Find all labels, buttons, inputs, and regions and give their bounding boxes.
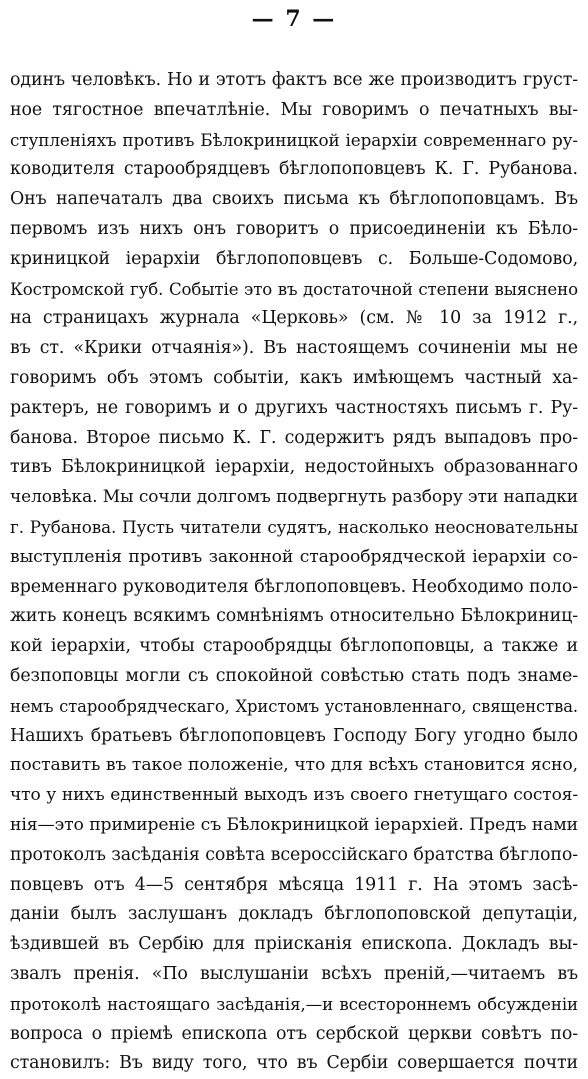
body-text	[10, 66, 578, 1079]
text-line: на страницахъ журнала «Церковь» (см. № 10 за 1912 г.,	[10, 308, 578, 329]
text-line: кой іерархіи, чтобы старообрядцы бѣглопоповцы, а также и	[10, 636, 578, 657]
text-line: рактеръ, не говоримъ и о другихъ частностяхъ письмъ г. Ру-	[10, 397, 578, 418]
text-line: Онъ напечаталъ два своихъ письма къ бѣглопоповцамъ. Въ	[10, 189, 578, 210]
text-line: повцевъ отъ 4—5 сентября мѣсяца 1911 г. На этомъ засѣ-	[10, 874, 578, 895]
text-line: криницкой іерархіи бѣглопоповцевъ с. Больше-Содомово,	[10, 248, 578, 269]
text-line: говоримъ объ этомъ событіи, какъ имѣющемъ частный ха-	[10, 367, 578, 388]
text-line: поставить въ такое положеніе, что для всѣхъ становится ясно,	[10, 755, 578, 776]
text-line: протоколѣ настоящаго засѣданія,—и всестороннемъ обсужденіи	[10, 994, 578, 1014]
text-line: становилъ: Въ виду того, что въ Сербіи совершается почти	[10, 1053, 578, 1074]
text-line: ководителя старообрядцевъ бѣглопоповцевъ К. Г. Рубанова.	[10, 159, 578, 180]
text-line: даніи былъ заслушанъ докладъ бѣглопоповской депутаціи,	[10, 904, 578, 925]
text-line: протоколъ засѣданія совѣта всероссійскаго братства бѣглопо-	[10, 844, 578, 865]
text-line: безпоповцы могли съ спокойной совѣстью стать подъ знаме-	[10, 665, 578, 686]
text-line: выступленія противъ законной старообрядческой іерархіи со-	[10, 546, 578, 567]
text-line: что у нихъ единственный выходъ изъ своего гнетущаго состоя-	[10, 785, 578, 806]
text-line: въ ст. «Крики отчаянія»). Въ настоящемъ сочиненіи мы не	[10, 338, 578, 359]
text-line: Костромской губ. Событіе это въ достаточной степени выяснено	[10, 279, 578, 299]
text-line: вопроса о пріемѣ епископа отъ сербской церкви совѣтъ по-	[10, 1023, 578, 1044]
text-line: Нашихъ братьевъ бѣглопоповцевъ Господу Богу угодно было	[10, 725, 578, 746]
text-line: ное тягостное впечатлѣніе. Мы говоримъ о печатныхъ вы-	[10, 99, 578, 120]
text-line: одинъ человѣкъ. Но и этотъ фактъ все же производитъ груст-	[10, 70, 578, 90]
text-line: первомъ изъ нихъ онъ говоритъ о присоединеніи къ Бѣло-	[10, 218, 578, 239]
page-number: — 7 —	[251, 6, 337, 32]
text-line: ѣздившей въ Сербію для прiисканія епископа. Докладъ вы-	[10, 934, 578, 955]
text-line: ступленіяхъ противъ Бѣлокриницкой іерархіи современнаго ру-	[10, 129, 578, 150]
text-line: банова. Второе письмо К. Г. содержитъ рядъ выпадовъ про-	[10, 427, 578, 448]
text-line: временнаго руководителя бѣглопоповцевъ. Необходимо поло-	[10, 576, 578, 597]
text-line: жить конецъ всякимъ сомнѣніямъ относительно Бѣлокриниц-	[10, 606, 578, 627]
text-line: человѣка. Мы сочли долгомъ подвергнуть разбору эти нападки	[10, 487, 578, 508]
text-line: нія—это примиреніе съ Бѣлокриницкой іерархіей. Предъ нами	[10, 814, 578, 835]
text-line: г. Рубанова. Пусть читатели судятъ, насколько неосновательны	[10, 516, 578, 537]
text-line: немъ старообрядческаго, Христомъ установленнаго, священства.	[10, 696, 578, 716]
text-line: звалъ пренія. «По выслушаніи всѣхъ преній,—читаемъ въ	[10, 963, 578, 984]
text-line: тивъ Бѣлокриницкой іерархіи, недостойныхъ образованнаго	[10, 457, 578, 478]
